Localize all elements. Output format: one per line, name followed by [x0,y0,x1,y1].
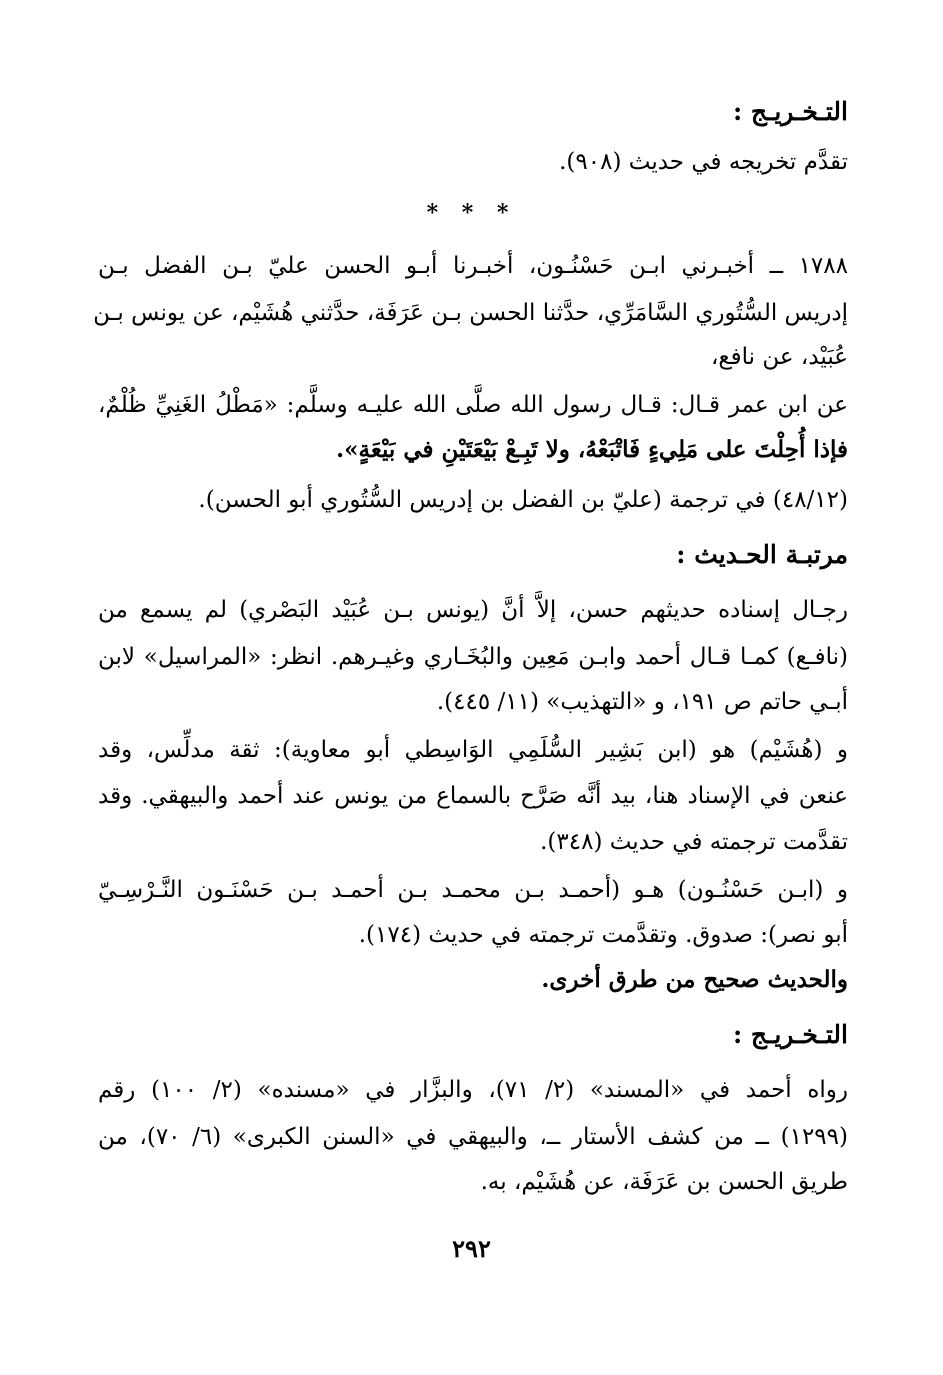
hadith-line-3: عُبَيْد، عن نافع، [710,344,848,370]
rutba-line-4: و (هُشَيْم) هو (ابن بَشِير السُّلَمِي الوَاسِطي أبو معاوية): ثقة مدلِّس، وقد [98,737,848,763]
takhrij-2-line-2: (١٢٩٩) ــ من كشف الأستار ــ، والبيهقي في «السنن الكبرى» (٦/ ٧٠)، من [98,1124,848,1150]
rutba-line-6: تقدَّمت ترجمته في حديث (٣٤٨). [540,829,848,855]
hadith-line-6: (٤٨/١٢) في ترجمة (عليّ بن الفضل بن إدريس السُّتُوري أبو الحسن). [198,487,848,513]
takhrij-heading-2: التـخـريـج : [732,1020,848,1049]
rutba-line-5: عنعن في الإسناد هنا، بيد أنَّه صَرَّح بالسماع من يونس عند أحمد والبيهقي. وقد [98,783,848,809]
takhrij-2-line-3: طريق الحسن بن عَرَفَة، عن هُشَيْم، به. [480,1169,848,1195]
takhrij-2-line-1: رواه أحمد في «المسند» (٢/ ٧١)، والبزَّار في «مسنده» (٢/ ١٠٠) رقم [98,1077,849,1103]
hadith-line-4: عن ابن عمر قـال: قـال رسول الله صلَّى الله عليـه وسلَّم: «مَطْلُ الغَنِيِّ ظُلْمٌ، [98,392,848,418]
rutba-heading: مرتبـة الحـديث : [676,540,848,569]
takhrij-heading-1: التـخـريـج : [732,97,848,126]
hadith-line-5: فإذا أُحِلْتَ على مَلِيءٍ فَاتْبَعْهُ، ولا تَبِـعْ بَيْعَتَيْنِ في بَيْعَةٍ». [336,436,848,463]
section-separator: * * * [426,200,517,226]
rutba-line-8: أبو نصر): صدوق. وتقدَّمت ترجمته في حديث (١٧٤). [358,922,848,948]
rutba-line-1: رجـال إسناده حديثهم حسن، إلاَّ أنَّ (يونس بـن عُبَيْد البَصْري) لم يسمع من [98,597,848,623]
hadith-line-1: ١٧٨٨ ــ أخبـرني ابـن حَسْنُـون، أخبـرنا أبـو الحسن عليّ بـن الفضل بـن [98,253,848,279]
rutba-line-2: (نافـع) كمـا قـال أحمد وابـن مَعِين والبُخَـاري وغيـرهم. انظر: «المراسيل» لابن [98,644,848,670]
page-number: ٢٩٢ [452,1234,491,1263]
hadith-line-2: إدريس السُّتُوري السَّامَرِّي، حدَّثنا الحسن بـن عَرَفَة، حدَّثني هُشَيْم، عن يونس بـن [93,300,848,326]
rutba-line-7: و (ابـن حَسْنُـون) هـو (أحمـد بـن محمـد بـن أحمـد بـن حَسْنَـون النَّـرْسِـيّ [98,877,848,903]
takhrij-1-text: تقدَّم تخريجه في حديث (٩٠٨). [559,149,848,175]
rutba-conclusion: والحديث صحيح من طرق أخرى. [541,966,848,993]
rutba-line-3: أبـي حاتم ص ١٩١، و «التهذيب» (١١/ ٤٤٥). [436,689,848,715]
